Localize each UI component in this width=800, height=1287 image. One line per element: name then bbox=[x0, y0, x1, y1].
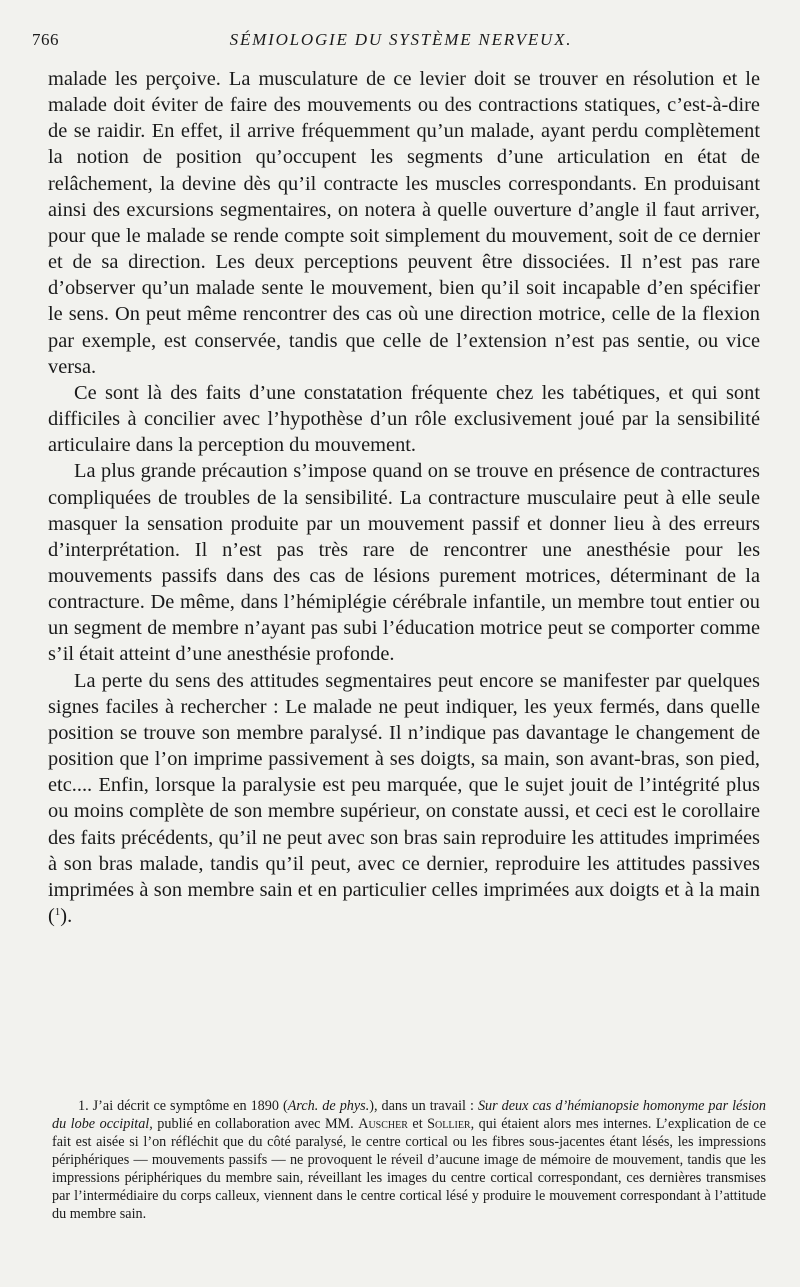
footnote-part-3: , publié en collaboration avec MM. bbox=[149, 1116, 359, 1133]
main-text bbox=[48, 66, 760, 929]
footnote-text bbox=[52, 1097, 766, 1223]
paragraph-tabetiques: Ce sont là des faits d’une constatation fréquente chez les tabétiques, et qui sont difficiles à concilier avec l’hypothèse d’un rôle exclusivement joué par la sensibilité articulaire dans la perception du mouvement. bbox=[48, 381, 760, 457]
footnote-source: Arch. de phys. bbox=[287, 1098, 370, 1114]
page-number: 766 bbox=[32, 30, 59, 49]
running-header bbox=[32, 30, 770, 56]
paragraph-contractures: La plus grande précaution s’impose quand on se trouve en présence de contractures compliquées de troubles de la sensibilité. La contracture musculaire peut à elle seule masquer la sensation produite par un mouvement passif et donner lieu à des erreurs d’interprétation. Il n’est pas très rare de rencontrer une anesthésie pour les mouvements passifs dans des cas de lésions purement motrices, déterminant de la contracture. De même, dans l’hémiplégie cérébrale infantile, un membre tout entier ou un segment de membre n’ayant pas subi l’éducation motrice peut se comporter comme s’il était atteint d’une anesthésie profonde. bbox=[48, 460, 760, 666]
footnote-reference[interactable]: ($^1$). bbox=[48, 905, 73, 927]
footnote-ref-number: 1 bbox=[54, 906, 61, 918]
footnote-part-4: et bbox=[407, 1116, 428, 1133]
paragraph-attitudes-text: La perte du sens des attitudes segmentaires peut encore se manifester par quelques signes faciles à rechercher : Le malade ne peut indiquer, les yeux fermés, dans quelle position se trouve son membre paralysé. Il n’indique pas davantage le changement de position que l’on imprime passivement à ses doigts, sa main, son avant-bras, son pied, etc.... Enfin, lorsque la paralysie est peu marquée, que le sujet jouit de l’intégrité plus ou moins complète de son membre supérieur, on constate aussi, et ceci est le corollaire des faits précédents, qu’il ne peut avec son bras sain reproduire les attitudes imprimées à son bras malade, tandis qu’il peut, avec ce dernier, reproduire les attitudes passives imprimées à son membre sain et en particulier celles imprimées aux doigts et à la main bbox=[48, 669, 760, 901]
footnote-author-sollier: Sollier bbox=[427, 1116, 471, 1133]
paragraph-continued: malade les perçoive. La musculature de ce levier doit se trouver en résolution et le malade doit éviter de faire des mouvements ou des contractions statiques, c’est-à-dire de se raidir. En effet, il arrive fréquemment qu’un malade, ayant perdu complètement la notion de position qu’occupent les segments d’une articulation en état de relâchement, la devine dès qu’il contracte les muscles correspondants. En produisant ainsi des excursions segmentaires, on notera à quelle ouverture d’angle il faut arriver, pour que le malade se rende compte soit simplement du mouvement, soit de ce dernier et de sa direction. Les deux perceptions peuvent être dissociées. Il n’est pas rare d’observer qu’un malade sente le mouvement, bien qu’il soit incapable d’en spécifier le sens. On peut même rencontrer des cas où une direction motrice, celle de la flexion par exemple, est conservée, tandis que celle de l’extension n’est pas sentie, ou vice versa. bbox=[48, 68, 760, 378]
footnote-part-2: ), dans un travail : bbox=[369, 1098, 478, 1114]
footnote-part-5: , qui étaient alors mes internes. L’explication de ce fait est aisée si l’on réfléchit que du côté paralysé, le centre cortical ou les fibres sous-jacentes étant lésés, les impressions périphériques — mouvements passifs — ne provoquent le réveil d’aucune image de mémoire de mouvement, tandis que les impressions périphériques du membre sain, réveillant les images du centre cortical correspondant, ces dernières transmises par l’intermédiaire du corps calleux, viennent dans le centre cortical lésé y produire le mouvement correspondant à l’attitude du membre sain. bbox=[52, 1116, 767, 1223]
paragraph-attitudes bbox=[48, 668, 760, 930]
footnote-author-auscher: Auscher bbox=[358, 1116, 408, 1133]
running-title: SÉMIOLOGIE DU SYSTÈME NERVEUX. bbox=[229, 30, 573, 49]
footnote bbox=[52, 1097, 766, 1223]
footnote-part-1: 1. J’ai décrit ce symptôme en 1890 ( bbox=[78, 1098, 288, 1114]
footnote-article-title: Sur deux cas d’hémianopsie homonyme par lésion du lobe occipital bbox=[52, 1098, 766, 1133]
